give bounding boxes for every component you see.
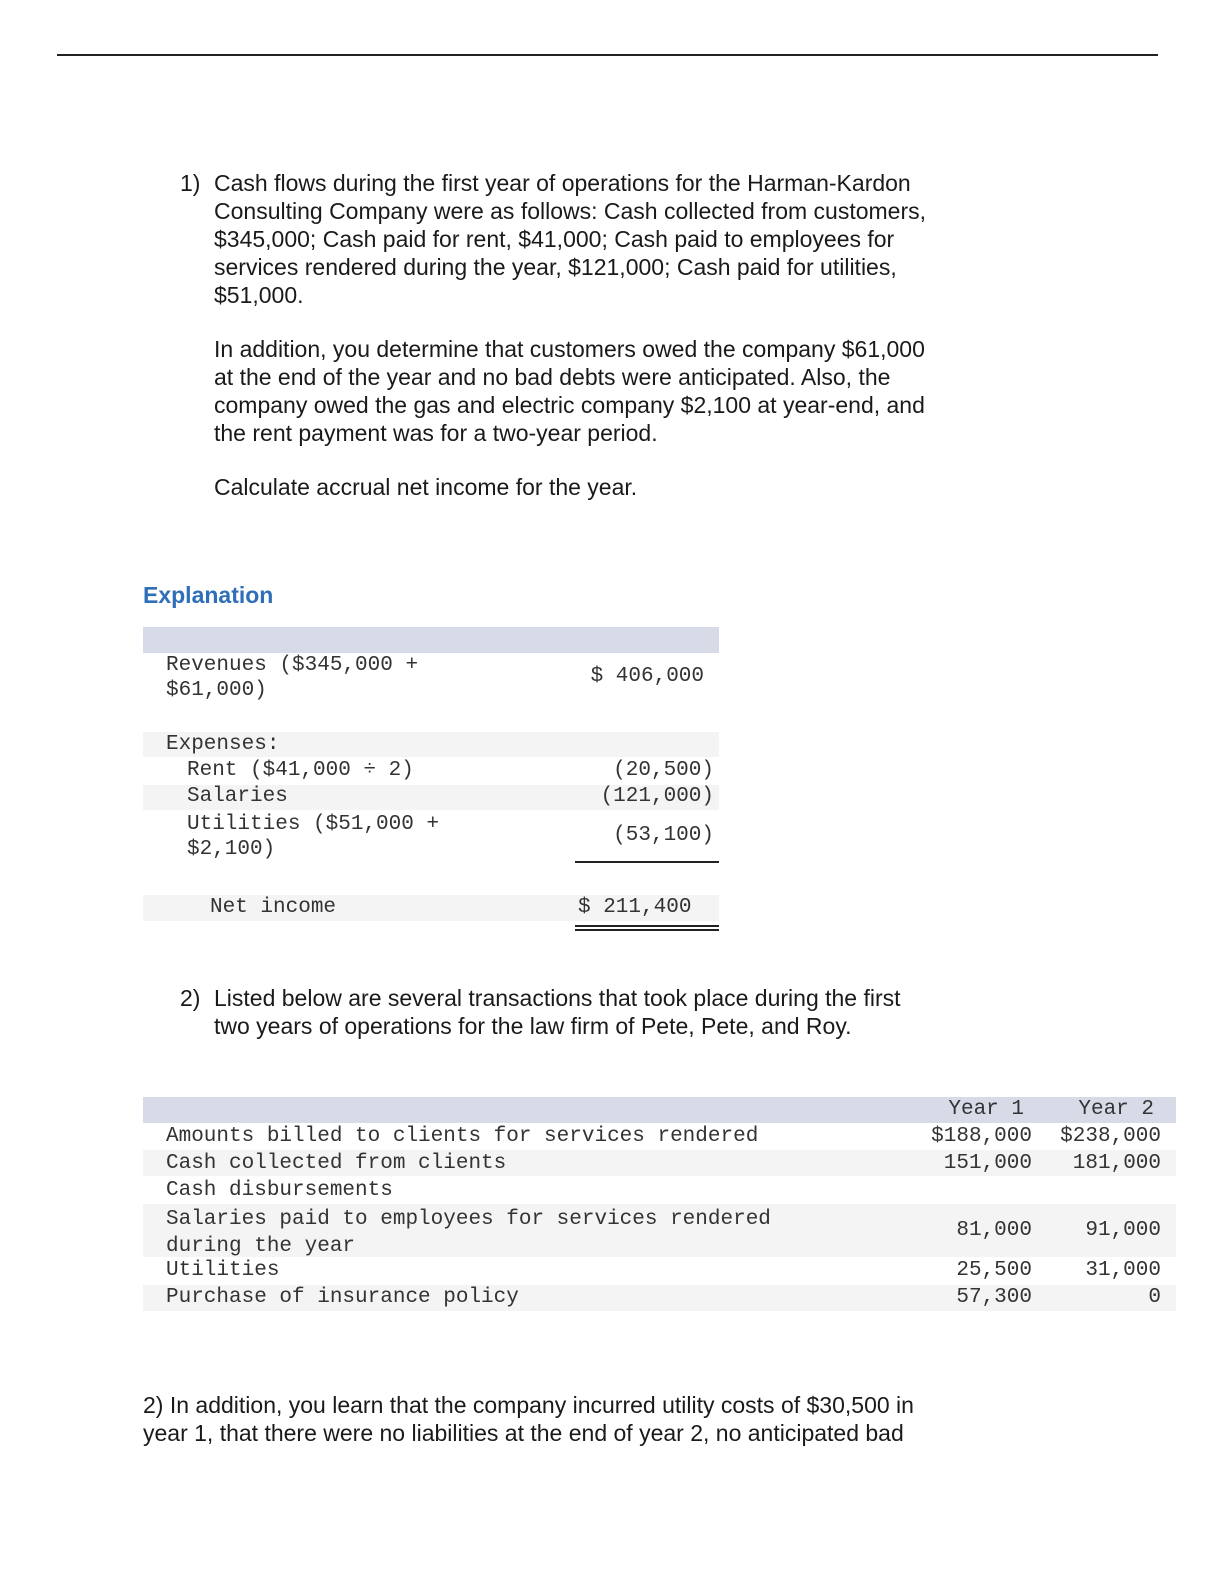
table-row-y1: 25,500 <box>956 1259 1032 1282</box>
rent-label: Rent ($41,000 ÷ 2) <box>187 759 414 782</box>
q1-number: 1) <box>180 170 201 196</box>
q1-p1-line: $51,000. <box>214 282 304 308</box>
explanation-table-header-band <box>143 627 719 653</box>
q2-followup <box>143 1391 914 1447</box>
table-row-label: Utilities <box>166 1259 280 1282</box>
utilities-label-line: $2,100) <box>187 838 276 861</box>
table-row-y1: 151,000 <box>943 1152 1032 1175</box>
q1-paragraph-2 <box>214 335 925 447</box>
table-row-y1: 57,300 <box>956 1286 1032 1309</box>
revenues-value: $ 406,000 <box>590 665 704 688</box>
salaries-label: Salaries <box>187 785 288 808</box>
table-row-y2: 181,000 <box>1072 1152 1161 1175</box>
q2-number: 2) <box>180 985 201 1011</box>
table-row-label: Cash collected from clients <box>166 1152 507 1175</box>
q2-followup-line: 2) In addition, you learn that the company incurred utility costs of $30,500 in <box>143 1392 914 1418</box>
table-row-label: Purchase of insurance policy <box>166 1286 519 1309</box>
q1-p2-line: the rent payment was for a two-year period. <box>214 420 658 446</box>
q2-intro-line: two years of operations for the law firm of Pete, Pete, and Roy. <box>214 1013 852 1039</box>
net-income-double-underline-1 <box>575 925 719 927</box>
table-row-y1: $188,000 <box>931 1125 1032 1148</box>
q2-intro <box>214 984 901 1040</box>
table-row-label <box>166 1206 771 1260</box>
table-row-y2: $238,000 <box>1060 1125 1161 1148</box>
net-income-label: Net income <box>210 896 337 919</box>
table-row-label-line: Salaries paid to employees for services rendered <box>166 1208 771 1231</box>
q1-p2-line: In addition, you determine that customers owed the company $61,000 <box>214 336 925 362</box>
header-rule <box>57 54 1158 56</box>
revenues-label-line: $61,000) <box>166 679 267 702</box>
rent-value: (20,500) <box>613 759 714 782</box>
table-row-label: Amounts billed to clients for services rendered <box>166 1125 759 1148</box>
salaries-value: (121,000) <box>600 785 714 808</box>
table-row-label-line: during the year <box>166 1235 356 1258</box>
q1-p1-line: $345,000; Cash paid for rent, $41,000; Cash paid to employees for <box>214 226 895 252</box>
q1-p2-line: at the end of the year and no bad debts were anticipated. Also, the <box>214 364 891 390</box>
expenses-underline <box>575 861 719 863</box>
table-row-y2: 0 <box>1148 1286 1161 1309</box>
utilities-label-line: Utilities ($51,000 + <box>187 813 440 836</box>
q2-followup-line: year 1, that there were no liabilities at the end of year 2, no anticipated bad <box>143 1420 904 1446</box>
table-row-label: Cash disbursements <box>166 1179 393 1202</box>
q1-p2-line: company owed the gas and electric company $2,100 at year-end, and <box>214 392 925 418</box>
q2-intro-line: Listed below are several transactions that took place during the first <box>214 985 901 1011</box>
expenses-label: Expenses: <box>166 733 280 756</box>
q1-paragraph-1 <box>214 169 926 309</box>
table-row-y1: 81,000 <box>956 1219 1032 1242</box>
q2-header-year-1: Year 1 <box>948 1098 1024 1121</box>
utilities-label <box>187 812 439 862</box>
utilities-value: (53,100) <box>613 824 714 847</box>
explanation-heading: Explanation <box>143 582 274 608</box>
q1-instruction: Calculate accrual net income for the year. <box>214 474 638 500</box>
q1-p1-line: Consulting Company were as follows: Cash collected from customers, <box>214 198 927 224</box>
table-row-y2: 91,000 <box>1085 1219 1161 1242</box>
table-row-y2: 31,000 <box>1085 1259 1161 1282</box>
q1-p1-line: services rendered during the year, $121,000; Cash paid for utilities, <box>214 254 897 280</box>
revenues-label-line: Revenues ($345,000 + <box>166 654 419 677</box>
q1-p1-line: Cash flows during the first year of operations for the Harman-Kardon <box>214 170 911 196</box>
q2-header-year-2: Year 2 <box>1078 1098 1154 1121</box>
net-income-double-underline-2 <box>575 929 719 931</box>
net-income-value: $ 211,400 <box>578 896 692 919</box>
revenues-label <box>166 653 418 703</box>
